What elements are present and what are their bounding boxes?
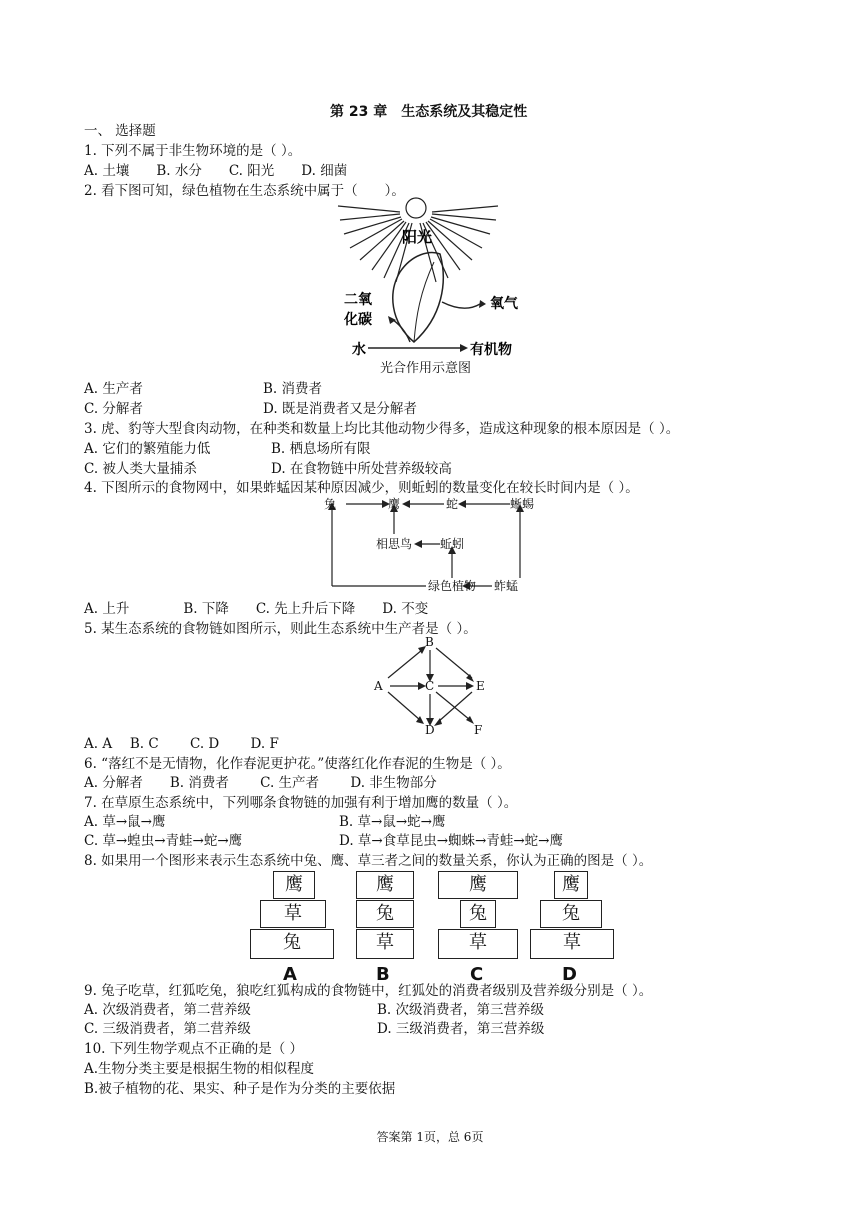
sunlight-label: 阳光 (402, 228, 433, 246)
question-6-stem: 6. “落红不是无情物，化作春泥更护花。”使落红化作春泥的生物是（ ）。 (84, 756, 511, 772)
section-heading: 一、 选择题 (84, 123, 156, 139)
question-3-option-c: C. 被人类大量捕杀 (84, 461, 197, 477)
question-3-option-d: D. 在食物链中所处营养级较高 (271, 461, 452, 477)
node-a: A (374, 679, 383, 693)
photosynthesis-diagram (330, 192, 530, 362)
question-9-stem: 9. 兔子吃草，红狐吃兔，狼吃红狐构成的食物链中，红狐处的消费者级别及营养级分别是（ ）。 (84, 983, 653, 999)
page-footer: 答案第 1页，总 6页 (376, 1130, 484, 1144)
node-earthworm: 蚯蚓 (440, 537, 465, 551)
node-snake: 蛇 (446, 497, 459, 511)
pyramid-b-eagle: 鹰 (356, 871, 414, 899)
question-10-option-b: B.被子植物的花、果实、种子是作为分类的主要依据 (84, 1081, 396, 1097)
pyramid-c-label: C (470, 964, 484, 985)
question-5-options: A. A B. C C. D D. F (84, 736, 279, 752)
question-7-stem: 7. 在草原生态系统中，下列哪条食物链的加强有利于增加鹰的数量（ ）。 (84, 795, 518, 811)
question-7-option-c: C. 草→蝗虫→青蛙→蛇→鹰 (84, 833, 243, 849)
question-2-option-b: B. 消费者 (263, 381, 323, 397)
question-2-option-c: C. 分解者 (84, 401, 143, 417)
question-2-option-d: D. 既是消费者又是分解者 (263, 401, 417, 417)
oxygen-label: 氧气 (490, 296, 518, 312)
node-eagle: 鹰 (388, 497, 401, 511)
pyramid-c-eagle: 鹰 (438, 871, 518, 899)
question-3-option-b: B. 栖息场所有限 (271, 441, 371, 457)
question-9-option-b: B. 次级消费者，第三营养级 (377, 1002, 545, 1018)
sun-icon (406, 198, 426, 218)
node-d: D (425, 723, 435, 737)
node-lizard: 蜥蜴 (510, 497, 535, 511)
question-7-option-d: D. 草→食草昆虫→蜘蛛→青蛙→蛇→鹰 (339, 833, 563, 849)
food-chain-diagram (366, 634, 496, 738)
organic-matter-label: 有机物 (470, 342, 512, 358)
node-c: C (425, 679, 435, 693)
question-9-option-d: D. 三级消费者，第三营养级 (377, 1021, 545, 1037)
pyramid-d-rabbit: 兔 (540, 900, 602, 928)
page-title: 第 23 章 生态系统及其稳定性 (330, 104, 528, 120)
food-web-diagram (316, 494, 552, 600)
question-2-stem: 2. 看下图可知，绿色植物在生态系统中属于（ ）。 (84, 183, 405, 199)
question-10-stem: 10. 下列生物学观点不正确的是（ ） (84, 1041, 304, 1057)
pyramid-c-grass: 草 (438, 929, 518, 959)
pyramid-b-rabbit: 兔 (356, 900, 414, 928)
question-8-stem: 8. 如果用一个图形来表示生态系统中兔、鹰、草三者之间的数量关系，你认为正确的图是（ ）。 (84, 853, 653, 869)
node-e: E (476, 679, 485, 693)
question-3-stem: 3. 虎、豹等大型食肉动物，在种类和数量上均比其他动物少得多，造成这种现象的根本原因是（ ）。 (84, 421, 680, 437)
question-4-stem: 4. 下图所示的食物网中，如果蚱蜢因某种原因减少，则蚯蚓的数量变化在较长时间内是（ ）。 (84, 480, 639, 496)
pyramid-a-rabbit: 兔 (250, 929, 334, 959)
question-6-options: A. 分解者 B. 消费者 C. 生产者 D. 非生物部分 (84, 775, 437, 791)
question-1-stem: 1. 下列不属于非生物环境的是（ ）。 (84, 143, 302, 159)
question-10-option-a: A.生物分类主要是根据生物的相似程度 (84, 1061, 315, 1077)
question-9-option-c: C. 三级消费者，第二营养级 (84, 1021, 251, 1037)
pyramid-b-label: B (376, 964, 390, 985)
water-label: 水 (352, 342, 366, 358)
pyramid-d-label: D (562, 964, 577, 985)
pyramid-c-rabbit: 兔 (460, 900, 496, 928)
pyramid-a-label: A (283, 964, 297, 985)
co2-label-line1: 二氧 (344, 292, 372, 308)
pyramid-d-grass: 草 (530, 929, 614, 959)
question-3-option-a: A. 它们的繁殖能力低 (84, 441, 211, 457)
question-5-stem: 5. 某生态系统的食物链如图所示，则此生态系统中生产者是（ ）。 (84, 621, 477, 637)
co2-label-line2: 化碳 (344, 312, 372, 328)
pyramid-a-eagle: 鹰 (273, 871, 315, 899)
question-7-option-a: A. 草→鼠→鹰 (84, 814, 166, 830)
node-b: B (425, 635, 434, 649)
node-green-plant: 绿色植物 (428, 579, 477, 593)
pyramid-d-eagle: 鹰 (554, 871, 588, 899)
pyramid-b-grass: 草 (356, 929, 414, 959)
question-7-option-b: B. 草→鼠→蛇→鹰 (339, 814, 446, 830)
node-bird: 相思鸟 (376, 537, 413, 551)
node-rabbit: 兔 (324, 497, 337, 511)
node-f: F (474, 723, 483, 737)
question-2-option-a: A. 生产者 (84, 381, 143, 397)
node-grasshopper: 蚱蜢 (494, 579, 519, 593)
question-1-options: A. 土壤 B. 水分 C. 阳光 D. 细菌 (84, 163, 348, 179)
pyramid-a-grass: 草 (260, 900, 326, 928)
question-4-options: A. 上升 B. 下降 C. 先上升后下降 D. 不变 (84, 601, 429, 617)
figure-caption: 光合作用示意图 (380, 361, 472, 376)
question-9-option-a: A. 次级消费者，第二营养级 (84, 1002, 251, 1018)
